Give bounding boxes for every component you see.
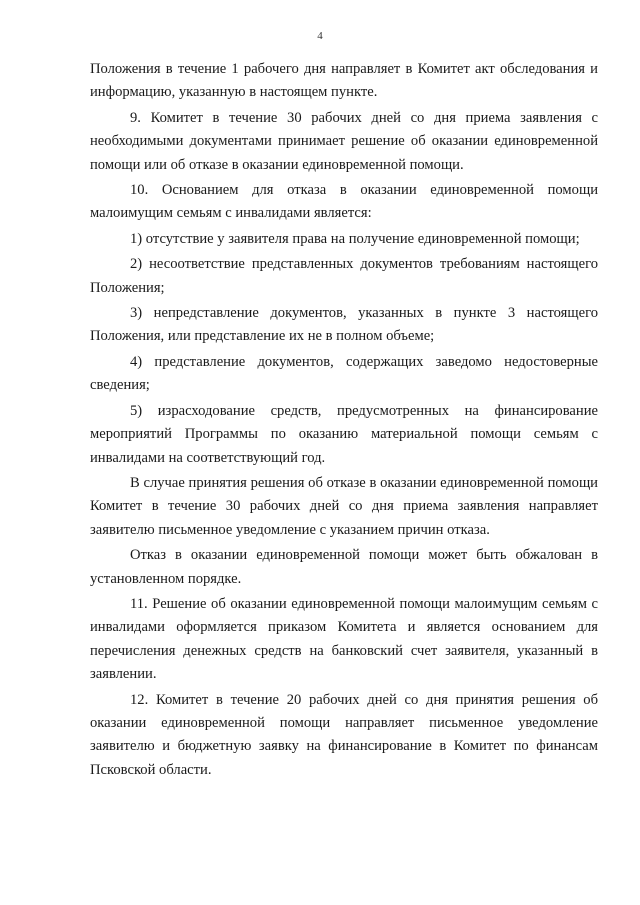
paragraph-subitem-3: 3) непредставление документов, указанных в пункте 3 настоящего Положения, или представление их не в полном объеме; <box>90 305 598 345</box>
paragraph-subitem-2: 2) несоответствие представленных документов требованиям настоящего Положения; <box>90 256 598 296</box>
paragraph-item-12: 12. Комитет в течение 20 рабочих дней со дня принятия решения об оказании единовременной помощи направляет письменное уведомление заявителю и бюджетную заявку на финансирование в Комитет по финансам Псковской области. <box>90 691 598 778</box>
document-body <box>90 58 598 782</box>
paragraph-item-9: 9. Комитет в течение 30 рабочих дней со дня приема заявления с необходимыми документами принимает решение об оказании единовременной помощи или об отказе в оказании единовременной помощи. <box>90 109 598 173</box>
paragraph-item-10: 10. Основанием для отказа в оказании единовременной помощи малоимущим семьям с инвалидами является: <box>90 182 598 222</box>
paragraph-appeal: Отказ в оказании единовременной помощи может быть обжалован в установленном порядке. <box>90 547 598 587</box>
paragraph-subitem-5: 5) израсходование средств, предусмотренных на финансирование мероприятий Программы по оказанию материальной помощи семьям с инвалидами на соответствующий год. <box>90 402 598 466</box>
paragraph-continuation: Положения в течение 1 рабочего дня направляет в Комитет акт обследования и информацию, указанную в настоящем пункте. <box>90 61 598 101</box>
paragraph-subitem-4: 4) представление документов, содержащих заведомо недостоверные сведения; <box>90 353 598 394</box>
page-number: 4 <box>317 30 323 42</box>
paragraph-subitem-1: 1) отсутствие у заявителя права на получение единовременной помощи; <box>130 230 580 247</box>
paragraph-item-11: 11. Решение об оказании единовременной помощи малоимущим семьям с инвалидами оформляется приказом Комитета и является основанием для перечисления денежных средств на банковский счет заявителя, указанный в заявлении. <box>90 595 598 683</box>
paragraph-refusal-notice: В случае принятия решения об отказе в оказании единовременной помощи Комитет в течение 30 рабочих дней со дня приема заявления направляет заявителю письменное уведомление с указанием причин отказа. <box>90 474 598 538</box>
